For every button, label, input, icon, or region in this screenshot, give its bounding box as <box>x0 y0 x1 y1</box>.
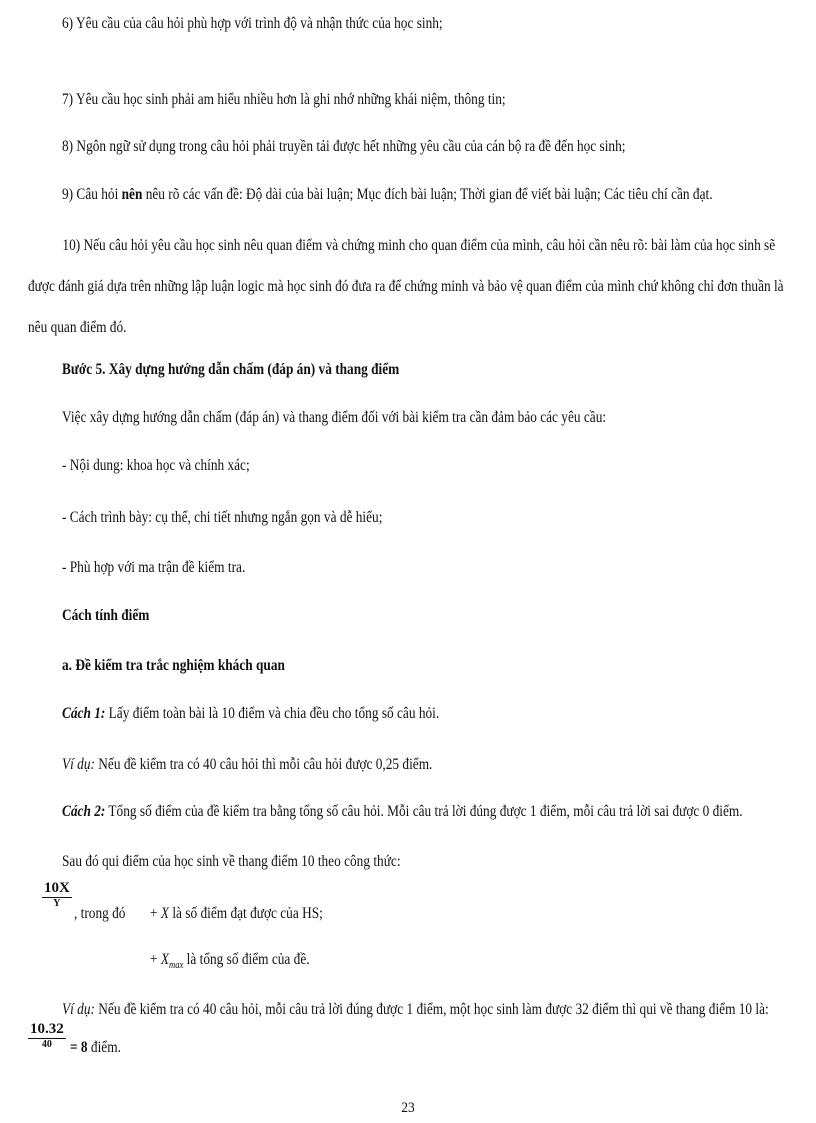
definition-xmax-sub: max <box>169 960 184 972</box>
page-number: 23 <box>401 1100 415 1116</box>
objective-test-heading: a. Đề kiểm tra trắc nghiệm khách quan <box>62 657 285 674</box>
item-9-text-c: nêu rõ các vấn đề: Độ dài của bài luận; Mục đích bài luận; Thời gian để viết bài luận; Các tiêu chí cần đạt. <box>142 186 713 203</box>
bullet-content: - Nội dung: khoa học và chính xác; <box>62 457 250 474</box>
example-fraction <box>28 1021 66 1051</box>
item-6: 6) Yêu cầu của câu hỏi phù hợp với trình độ và nhận thức của học sinh; <box>62 15 443 32</box>
bullet-presentation: - Cách trình bày: cụ thể, chi tiết nhưng ngắn gọn và dễ hiểu; <box>62 509 383 526</box>
item-9-bold-word: nên <box>121 186 143 203</box>
item-7: 7) Yêu cầu học sinh phải am hiểu nhiều hơn là ghi nhớ những khái niệm, thông tin; <box>62 91 506 108</box>
definition-x-text: là số điểm đạt được của HS; <box>169 905 323 922</box>
definition-x <box>150 904 323 924</box>
example-equals: = 8 <box>70 1039 88 1056</box>
step5-heading: Bước 5. Xây dựng hướng dẫn chấm (đáp án) và thang điểm <box>62 361 400 378</box>
example-2-label: Ví dụ: <box>62 1001 95 1018</box>
example-unit: điểm. <box>87 1039 121 1056</box>
method-2-label: Cách 2: <box>62 803 106 820</box>
example-1-text: Nếu đề kiểm tra có 40 câu hỏi thì mỗi câu hỏi được 0,25 điểm. <box>94 756 433 773</box>
conversion-intro: Sau đó qui điểm của học sinh về thang điểm 10 theo công thức: <box>62 853 401 870</box>
example-result <box>70 1038 121 1058</box>
definition-x-var: X <box>160 905 170 922</box>
scoring-heading: Cách tính điểm <box>62 607 150 624</box>
example-2-text: Nếu đề kiểm tra có 40 câu hỏi, mỗi câu trả lời đúng được 1 điểm, một học sinh làm được 32 điểm thì qui về thang điểm 10 là: <box>94 1001 769 1018</box>
example-1-label: Ví dụ: <box>62 756 95 773</box>
step5-intro: Việc xây dựng hướng dẫn chấm (đáp án) và thang điểm đối với bài kiểm tra cần đảm bảo các yêu cầu: <box>62 409 607 426</box>
method-1-label: Cách 1: <box>62 705 106 722</box>
definition-xmax <box>150 950 310 976</box>
item-9 <box>62 185 713 205</box>
bullet-matrix: - Phù hợp với ma trận đề kiểm tra. <box>62 559 246 576</box>
definition-xmax-plus: + <box>150 951 161 968</box>
item-9-text-a: 9) Câu hỏi <box>62 186 122 203</box>
item-8: 8) Ngôn ngữ sử dụng trong câu hỏi phải truyền tải được hết những yêu cầu của cán bộ ra đề đến học sinh; <box>62 138 626 155</box>
example-numerator: 10.32 <box>30 1021 64 1037</box>
example-1 <box>62 755 432 775</box>
definition-xmax-text: là tổng số điểm của đề. <box>183 951 310 968</box>
item-10: 10) Nếu câu hỏi yêu cầu học sinh nêu quan điểm và chứng minh cho quan điểm của mình, câu hỏi cần nêu rõ: bài làm của học sinh sẽ được đánh giá dựa trên những lập luận logic mà học sinh đó đưa ra để chứng minh và bảo vệ quan điểm của mình chứ không chỉ đơn thuần là nêu quan điểm đó. <box>28 237 784 336</box>
method-2-text: Tổng số điểm của đề kiểm tra bằng tổng số câu hỏi. Mỗi câu trả lời đúng được 1 điểm, mỗi câu trả lời sai được 0 điểm. <box>105 803 743 820</box>
formula-fraction <box>42 880 72 910</box>
method-1-text: Lấy điểm toàn bài là 10 điểm và chia đều cho tổng số câu hỏi. <box>105 705 440 722</box>
example-2 <box>62 1000 769 1020</box>
example-denominator: 40 <box>41 1039 52 1050</box>
formula-denominator: Y <box>53 898 61 909</box>
method-1 <box>62 704 439 724</box>
definition-x-plus: + <box>150 905 161 922</box>
formula-numerator: 10X <box>44 880 70 896</box>
formula-tail: , trong đó <box>74 905 126 922</box>
definition-xmax-var: X <box>160 951 170 968</box>
method-2 <box>62 802 743 822</box>
